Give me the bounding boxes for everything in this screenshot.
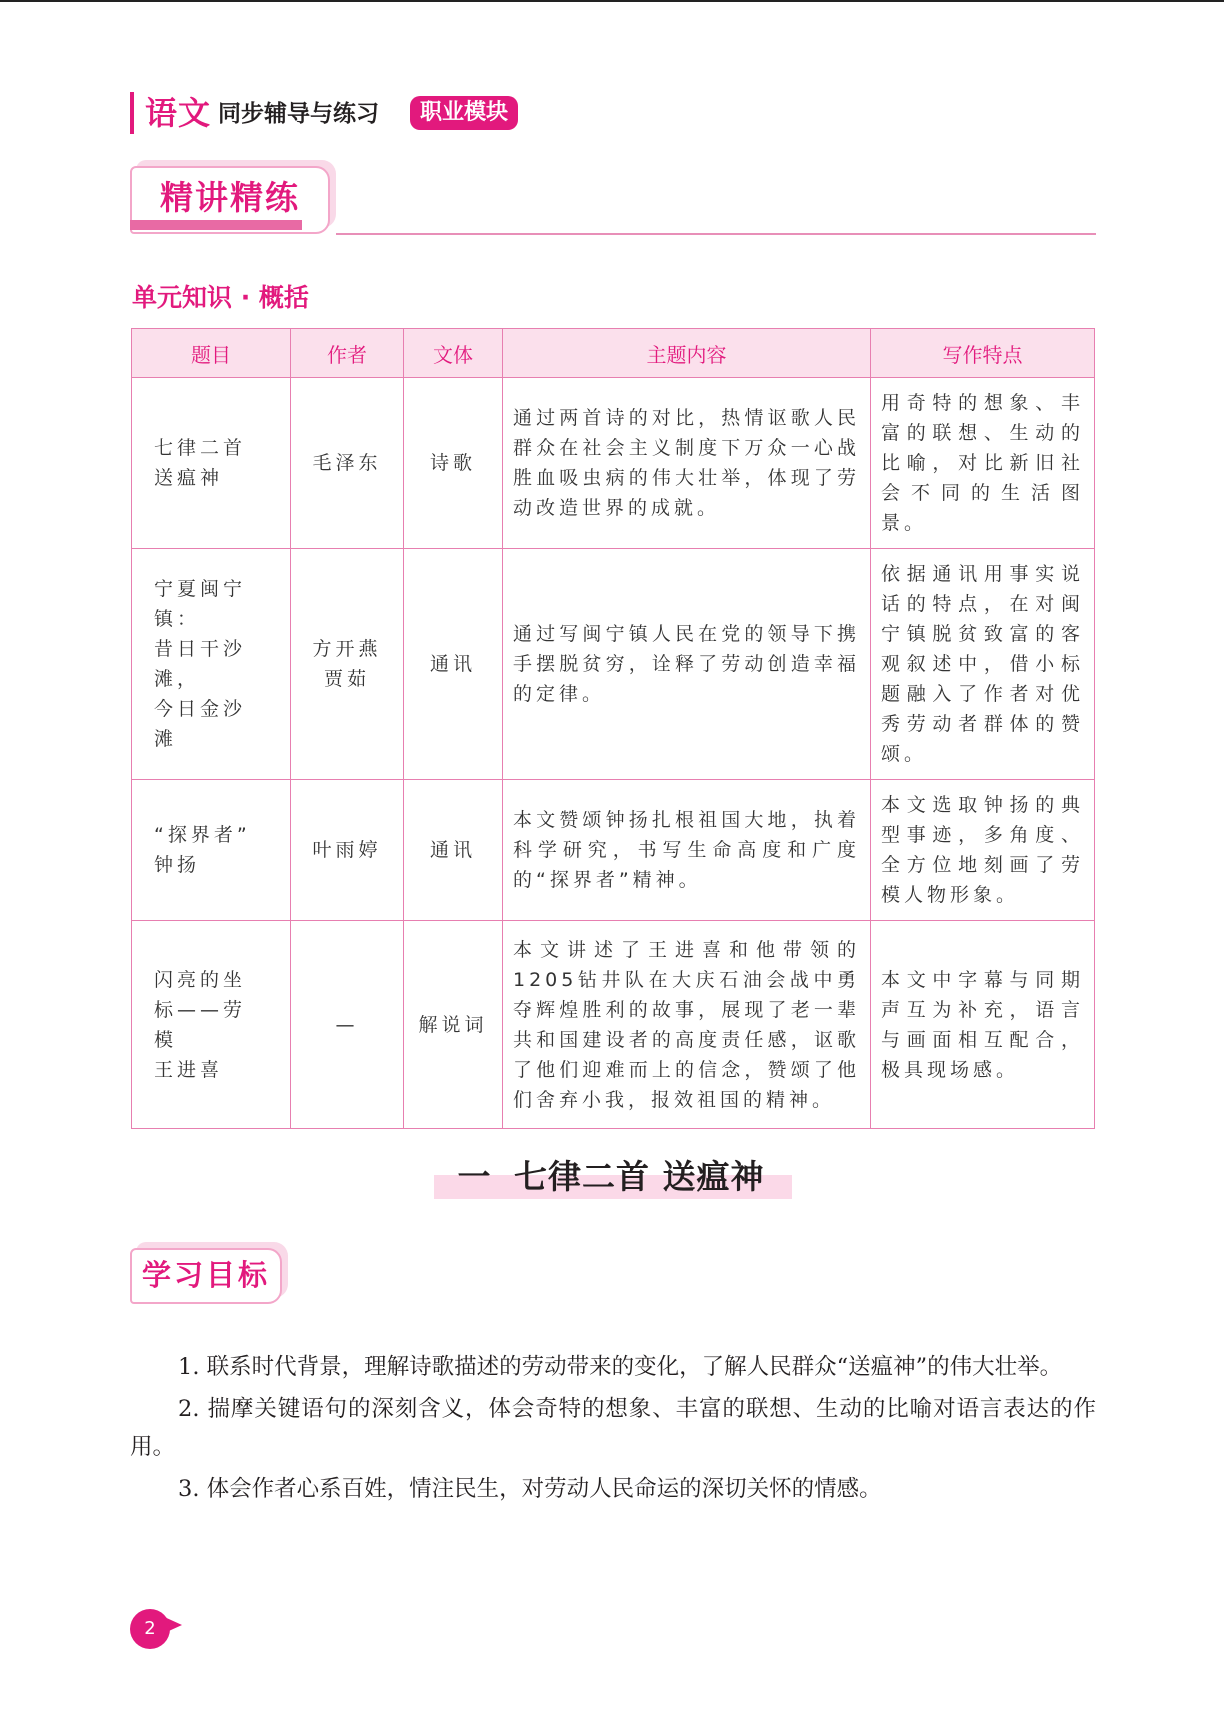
cell-feature: 本文选取钟扬的典型事迹，多角度、全方位地刻画了劳模人物形象。 [871,780,1095,921]
top-rule [0,0,1224,2]
section-tab-label: 精讲精练 [160,178,300,217]
cell-feature: 依据通讯用事实说话的特点，在对闽宁镇脱贫致富的客观叙述中，借小标题融入了作者对优秀劳动者群体的赞颂。 [871,549,1095,780]
cell-author [291,921,404,1129]
cell-title [132,378,291,549]
header-accent-bar [130,92,134,134]
title-line: 钟扬 [154,854,201,876]
table-row [132,378,1095,549]
table-row [132,921,1095,1129]
cell-theme: 通过写闽宁镇人民在党的领导下携手摆脱贫穷，诠释了劳动创造幸福的定律。 [503,549,871,780]
cell-theme: 本文赞颂钟扬扎根祖国大地，执着科学研究，书写生命高度和广度的“探界者”精神。 [503,780,871,921]
header-genre: 文体 [404,329,503,378]
cell-feature: 本文中字幕与同期声互为补充，语言与画面相互配合，极具现场感。 [871,921,1095,1129]
title-line: 昔日干沙滩， [154,638,247,690]
author-line: 贾茹 [323,668,370,690]
cell-title [132,549,291,780]
lesson-title: 七律二首 送瘟神 [514,1157,765,1196]
header-subject: 语文 [145,94,212,132]
header-theme: 主题内容 [503,329,871,378]
title-line: 标——劳模 [154,998,247,1051]
objective-item: 1. 联系时代背景，理解诗歌描述的劳动带来的变化，了解人民群众“送瘟神”的伟大壮举。 [178,1354,1063,1380]
title-line: 闪亮的坐 [154,968,247,991]
header-title: 题目 [132,329,291,378]
title-line: 宁夏闽宁镇： [154,578,247,630]
cell-title [132,921,291,1129]
section-divider [336,233,1096,235]
cell-title [132,780,291,921]
section-tab-xuexi [130,1248,282,1304]
section-tab-label: 学习目标 [141,1258,270,1292]
header-feature: 写作特点 [871,329,1095,378]
cell-genre: 通讯 [404,780,503,921]
title-line: 王进喜 [154,1058,224,1081]
table-header-row [132,329,1095,378]
title-line: “探界者” [154,824,251,846]
title-line: 送瘟神 [154,467,224,489]
cell-genre: 通讯 [404,549,503,780]
learning-objectives [130,1348,1096,1512]
cell-theme: 本文讲述了王进喜和他带领的1205钻井队在大庆石油会战中勇夺辉煌胜利的故事，展现了老一辈共和国建设者的高度责任感，讴歌了他们迎难而上的信念，赞颂了他们舍弃小我，报效祖国的精神。 [503,921,871,1129]
table-row [132,549,1095,780]
objective-item: 3. 体会作者心系百姓，情注民生，对劳动人民命运的深切关怀的情感。 [178,1476,882,1502]
table-row [132,780,1095,921]
cell-theme: 通过两首诗的对比，热情讴歌人民群众在社会主义制度下万众一心战胜血吸虫病的伟大壮举，体现了劳动改造世界的成就。 [503,378,871,549]
header-module-badge: 职业模块 [410,96,518,130]
author-line: 叶雨婷 [312,839,382,861]
cell-genre: 诗歌 [404,378,503,549]
header-author: 作者 [291,329,404,378]
author-line: 毛泽东 [312,452,382,474]
header-series: 同步辅导与练习 [218,101,379,127]
cell-author [291,378,404,549]
cell-author [291,780,404,921]
title-line: 七律二首 [154,437,247,459]
cell-genre: 解说词 [404,921,503,1129]
page-number: 2 [130,1609,170,1649]
lesson-number: 一 [457,1157,491,1196]
cell-feature: 用奇特的想象、丰富的联想、生动的比喻，对比新旧社会不同的生活图景。 [871,378,1095,549]
unit-summary-heading: 单元知识 · 概括 [132,283,309,312]
author-line: 方开燕 [312,638,382,660]
author-line: — [335,1013,359,1036]
cell-author [291,549,404,780]
lesson-heading [434,1152,792,1202]
unit-summary-table [131,328,1095,1129]
section-tab-underline [130,220,302,230]
objective-item: 2. 揣摩关键语句的深刻含义，体会奇特的想象、丰富的联想、生动的比喻对语言表达的作用。 [130,1396,1096,1460]
title-line: 今日金沙滩 [154,698,247,750]
